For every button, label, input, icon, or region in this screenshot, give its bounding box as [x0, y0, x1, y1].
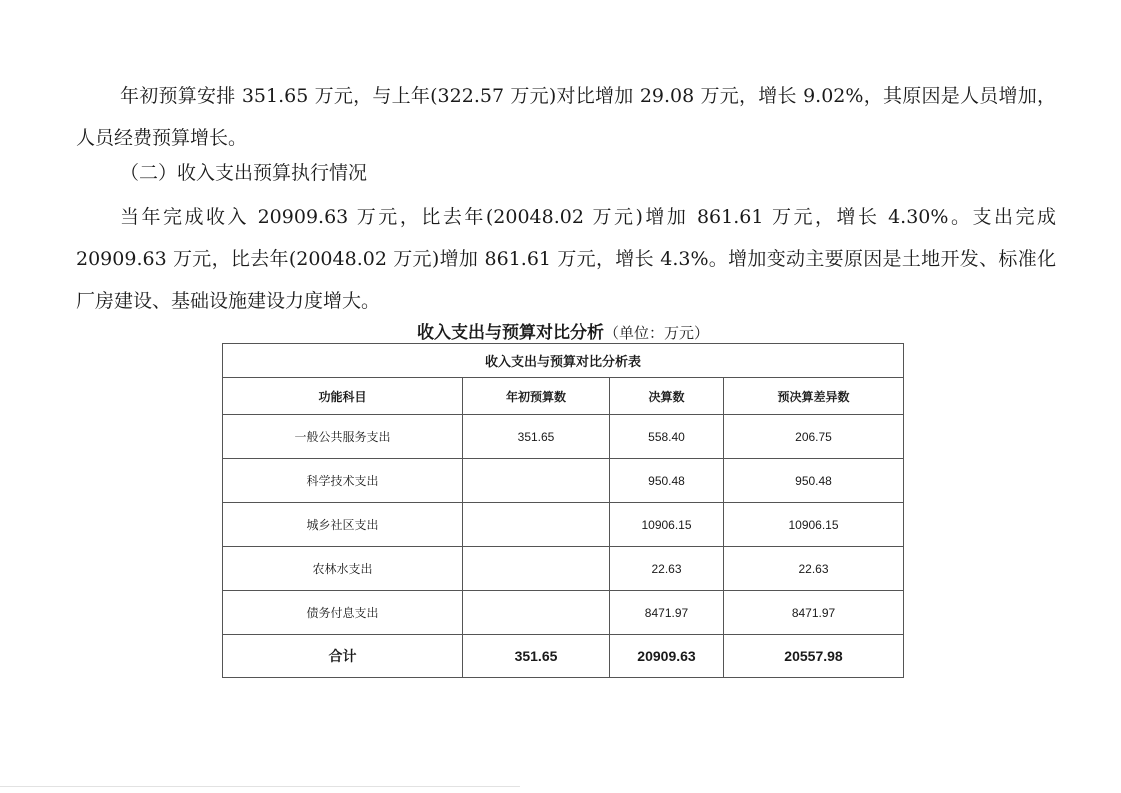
- cell-difference: 22.63: [724, 547, 904, 591]
- cell-difference: 950.48: [724, 459, 904, 503]
- cell-difference: 206.75: [724, 415, 904, 459]
- table-row: [223, 591, 904, 635]
- total-final-accounts: 20909.63: [610, 635, 724, 678]
- paragraph-budget-arrangement: 年初预算安排 351.65 万元，与上年(322.57 万元)对比增加 29.08 万元，增长 9.02%，其原因是人员增加，人员经费预算增长。: [76, 85, 1056, 149]
- header-difference: 预决算差异数: [724, 378, 904, 415]
- cell-final-accounts: 558.40: [610, 415, 724, 459]
- header-initial-budget: 年初预算数: [463, 378, 610, 415]
- table-caption: 收入支出与预算对比分析表: [223, 344, 904, 378]
- cell-initial-budget: [463, 503, 610, 547]
- row-label: 科学技术支出: [223, 459, 463, 503]
- table-unit: （单位：万元）: [603, 324, 709, 342]
- cell-difference: 8471.97: [724, 591, 904, 635]
- table-row: [223, 459, 904, 503]
- table-title-text: 收入支出与预算对比分析: [416, 323, 604, 343]
- table-title: [223, 318, 903, 343]
- cell-final-accounts: 22.63: [610, 547, 724, 591]
- table-row: [223, 547, 904, 591]
- cell-initial-budget: [463, 591, 610, 635]
- cell-initial-budget: [463, 459, 610, 503]
- total-difference: 20557.98: [724, 635, 904, 678]
- row-label: 农林水支出: [223, 547, 463, 591]
- budget-comparison-table: [222, 343, 904, 678]
- header-final-accounts: 决算数: [610, 378, 724, 415]
- table-header-row: [223, 378, 904, 415]
- table-row: [223, 503, 904, 547]
- cell-final-accounts: 10906.15: [610, 503, 724, 547]
- section-heading: （二）收入支出预算执行情况: [120, 162, 368, 184]
- cell-difference: 10906.15: [724, 503, 904, 547]
- scan-edge-line: [0, 786, 520, 787]
- paragraph-budget-execution: 当年完成收入 20909.63 万元，比去年(20048.02 万元)增加 861.61 万元，增长 4.30%。支出完成20909.63 万元，比去年(20048.02 万元)增加 861.61 万元，增长 4.3%。增加变动主要原因是土地开发、标准化厂房建设、基础设施建设力度增大。: [76, 206, 1056, 312]
- cell-final-accounts: 950.48: [610, 459, 724, 503]
- table-total-row: [223, 635, 904, 678]
- header-function-subject: 功能科目: [223, 378, 463, 415]
- row-label: 一般公共服务支出: [223, 415, 463, 459]
- cell-final-accounts: 8471.97: [610, 591, 724, 635]
- total-initial-budget: 351.65: [463, 635, 610, 678]
- cell-initial-budget: [463, 547, 610, 591]
- row-label: 债务付息支出: [223, 591, 463, 635]
- cell-initial-budget: 351.65: [463, 415, 610, 459]
- row-label: 城乡社区支出: [223, 503, 463, 547]
- table-row: [223, 415, 904, 459]
- total-label: 合计: [223, 635, 463, 678]
